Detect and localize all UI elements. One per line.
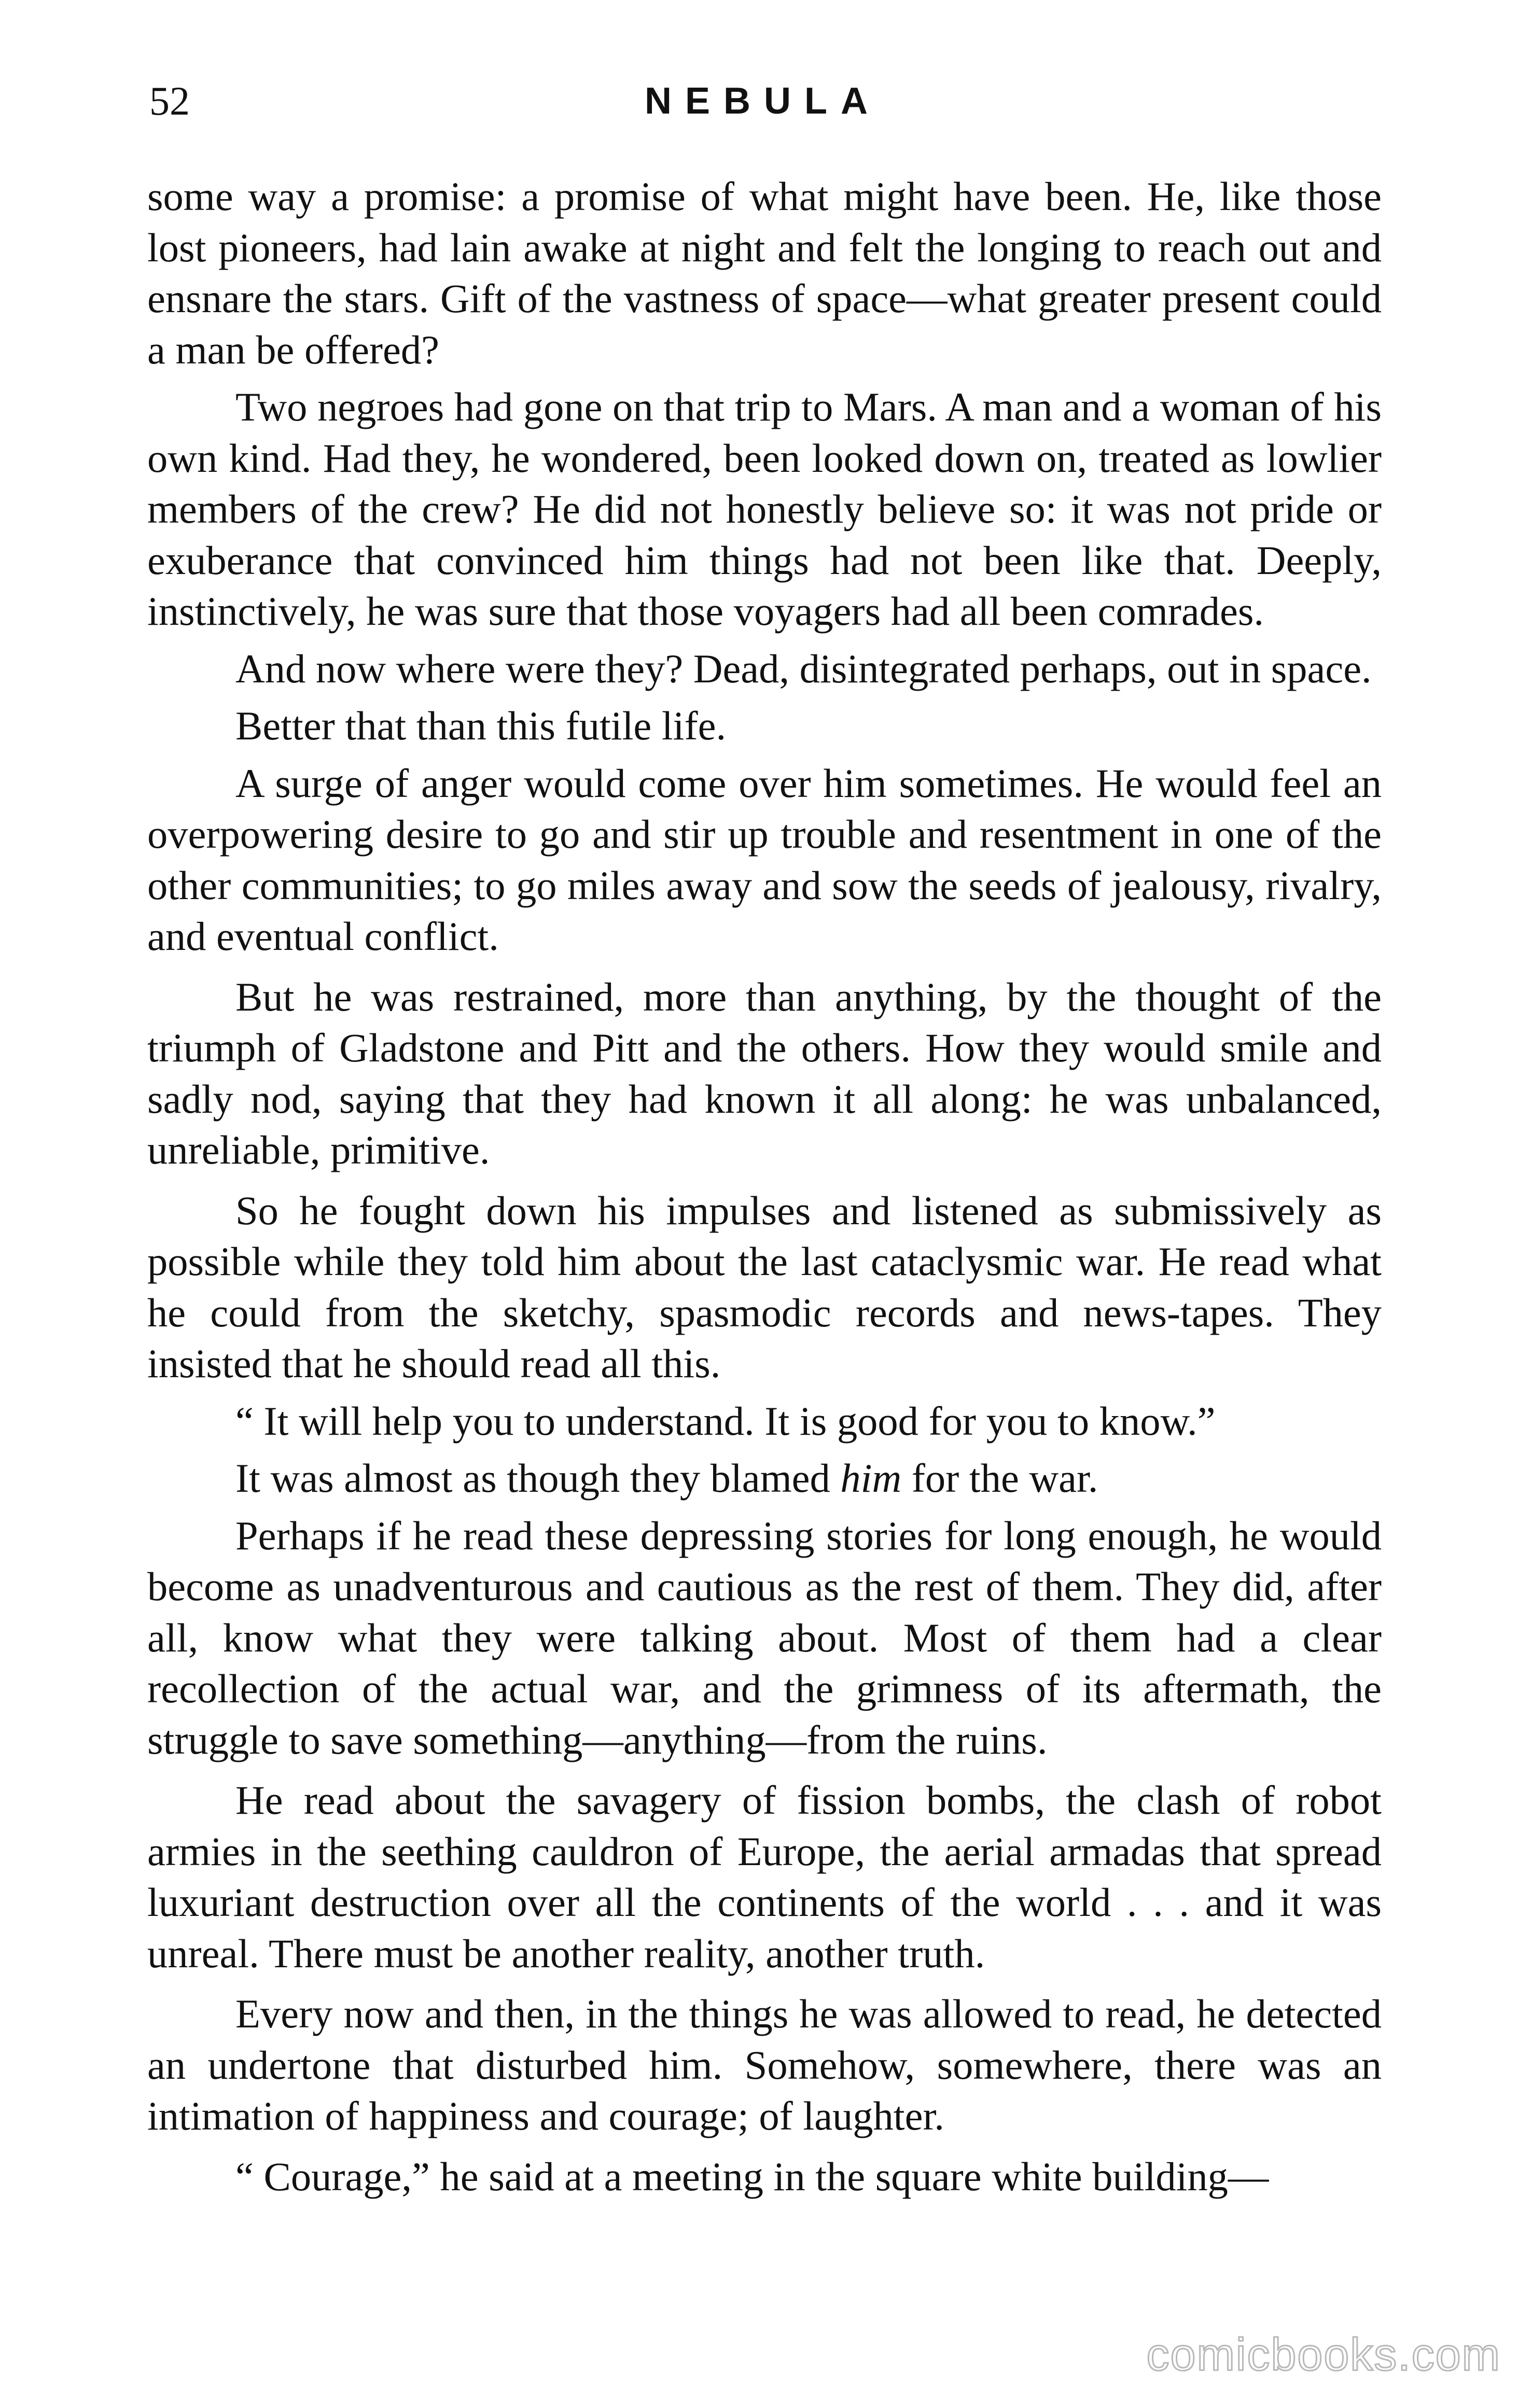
site-watermark: comicbooks.com	[1146, 2329, 1501, 2380]
emphasis-lead: It was almost as though they blamed	[235, 1455, 841, 1501]
body-text	[147, 171, 1382, 2202]
paragraph: And now where were they? Dead, disintegrated perhaps, out in space.	[235, 646, 1372, 691]
paragraph: Better that than this futile life.	[235, 703, 727, 748]
paragraph-with-emphasis	[147, 1453, 1382, 1504]
page-header	[149, 73, 1376, 130]
paragraph: Every now and then, in the things he was allowed to read, he detected an undertone that disturbed him. Somehow, somewhere, there was an intimation of happiness and courage; of laughter.	[147, 1991, 1382, 2138]
paragraph: So he fought down his impulses and listened as submissively as possible while they told him about the last cataclysmic war. He read what he could from the sketchy, spasmodic records and news-tapes. They insisted that he should read all this.	[147, 1187, 1382, 1386]
paragraph: Two negroes had gone on that trip to Mars. A man and a woman of his own kind. Had they, he wondered, been looked down on, treated as lowlier members of the crew? He did not honestly believe so: it was not pride or exuberance that convinced him things had not been like that. Deeply, instinctively, he was sure that those voyagers had all been comrades.	[147, 384, 1382, 634]
emphasis-tail: for the war.	[901, 1455, 1098, 1501]
paragraph: A surge of anger would come over him sometimes. He would feel an overpowering desire to go and stir up trouble and resentment in one of the other communities; to go miles away and sow the seeds of jealousy, rivalry, and eventual conflict.	[147, 760, 1382, 959]
paragraph: He read about the savagery of fission bombs, the clash of robot armies in the seething cauldron of Europe, the aerial armadas that spread luxuriant destruction over all the continents of the world . . . and it was unreal. There must be another reality, another truth.	[147, 1777, 1382, 1976]
emphasis-word: him	[840, 1455, 902, 1501]
paragraph: “ Courage,” he said at a meeting in the square white building—	[235, 2153, 1269, 2199]
running-title: NEBULA	[645, 80, 881, 122]
paragraph: But he was restrained, more than anything, by the thought of the triumph of Gladstone and Pitt and the others. How they would smile and sadly nod, saying that they had known it all along: he was unbalanced, unreliable, primitive.	[147, 974, 1382, 1172]
quoted-paragraph: “ It will help you to understand. It is good for you to know.”	[235, 1398, 1216, 1444]
paragraph: Perhaps if he read these depressing stories for long enough, he would become as unadventurous and cautious as the rest of them. They did, after all, know what they were talking about. Most of them had a clear recollection of the actual war, and the grimness of its aftermath, the struggle to save something—anything—from the ruins.	[147, 1513, 1382, 1762]
paragraph: some way a promise: a promise of what might have been. He, like those lost pioneers, had lain awake at night and felt the longing to reach out and ensnare the stars. Gift of the vastness of space—what greater present could a man be offered?	[147, 174, 1382, 372]
page-number: 52	[149, 78, 190, 123]
